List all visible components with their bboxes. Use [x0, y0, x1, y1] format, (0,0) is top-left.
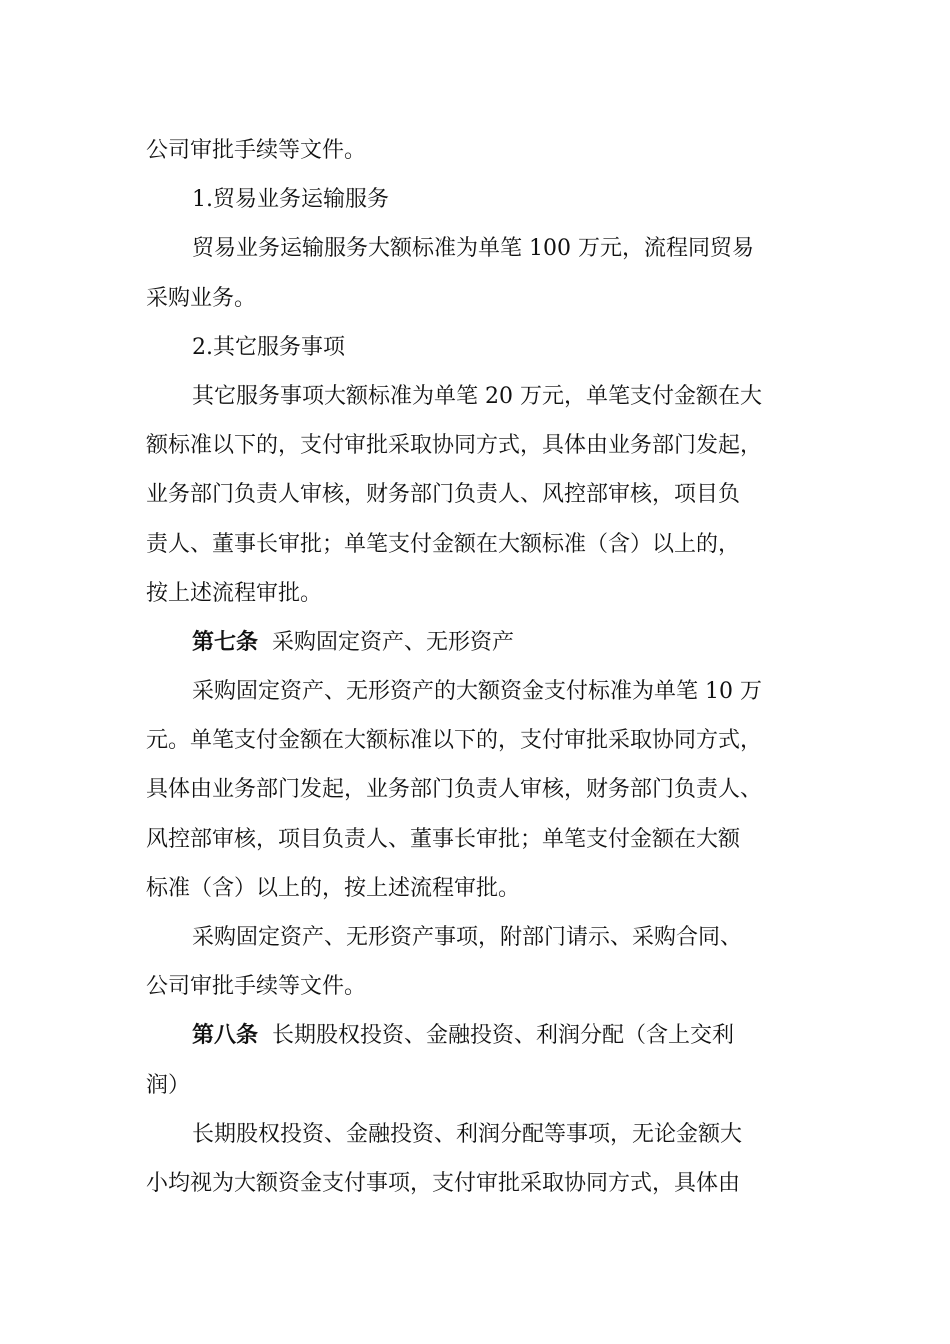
text-line: 责人、董事长审批；单笔支付金额在大额标准（含）以上的， [146, 531, 741, 557]
article-title: 长期股权投资、金融投资、利润分配（含上交利 [272, 1023, 735, 1049]
text-line: 小均视为大额资金支付事项，支付审批采取协同方式，具体由 [146, 1170, 741, 1196]
text-line: 元。单笔支付金额在大额标准以下的，支付审批采取协同方式， [146, 728, 763, 754]
text-line: 其它服务事项大额标准为单笔 20 万元，单笔支付金额在大 [192, 383, 762, 409]
article-heading [146, 1011, 816, 1060]
document-body [146, 126, 816, 1208]
text-line: 额标准以下的，支付审批采取协同方式，具体由业务部门发起， [146, 433, 763, 459]
text-line: 润） [146, 1072, 191, 1098]
text-line: 采购固定资产、无形资产的大额资金支付标准为单笔 10 万 [192, 679, 762, 705]
text-line: 按上述流程审批。 [146, 580, 323, 606]
text-line: 具体由业务部门发起，业务部门负责人审核，财务部门负责人、 [146, 777, 763, 803]
text-line: 风控部审核，项目负责人、董事长审批；单笔支付金额在大额 [146, 826, 741, 852]
text-line: 采购业务。 [146, 285, 257, 311]
text-line: 贸易业务运输服务大额标准为单笔 100 万元，流程同贸易 [192, 236, 754, 262]
article-label: 第七条 [192, 629, 259, 655]
article-label: 第八条 [192, 1023, 259, 1049]
text-line: 业务部门负责人审核，财务部门负责人、风控部审核，项目负 [146, 482, 741, 508]
text-line: 长期股权投资、金融投资、利润分配等事项，无论金额大 [192, 1121, 743, 1147]
subsection-heading: 1.贸易业务运输服务 [192, 187, 389, 213]
text-line: 公司审批手续等文件。 [146, 974, 367, 1000]
text-line: 采购固定资产、无形资产事项，附部门请示、采购合同、 [192, 925, 743, 950]
text-line: 标准（含）以上的，按上述流程审批。 [146, 875, 521, 901]
text-line: 公司审批手续等文件。 [146, 138, 367, 163]
article-heading [146, 618, 816, 667]
article-title: 采购固定资产、无形资产 [272, 629, 515, 655]
subsection-heading: 2.其它服务事项 [192, 334, 345, 360]
